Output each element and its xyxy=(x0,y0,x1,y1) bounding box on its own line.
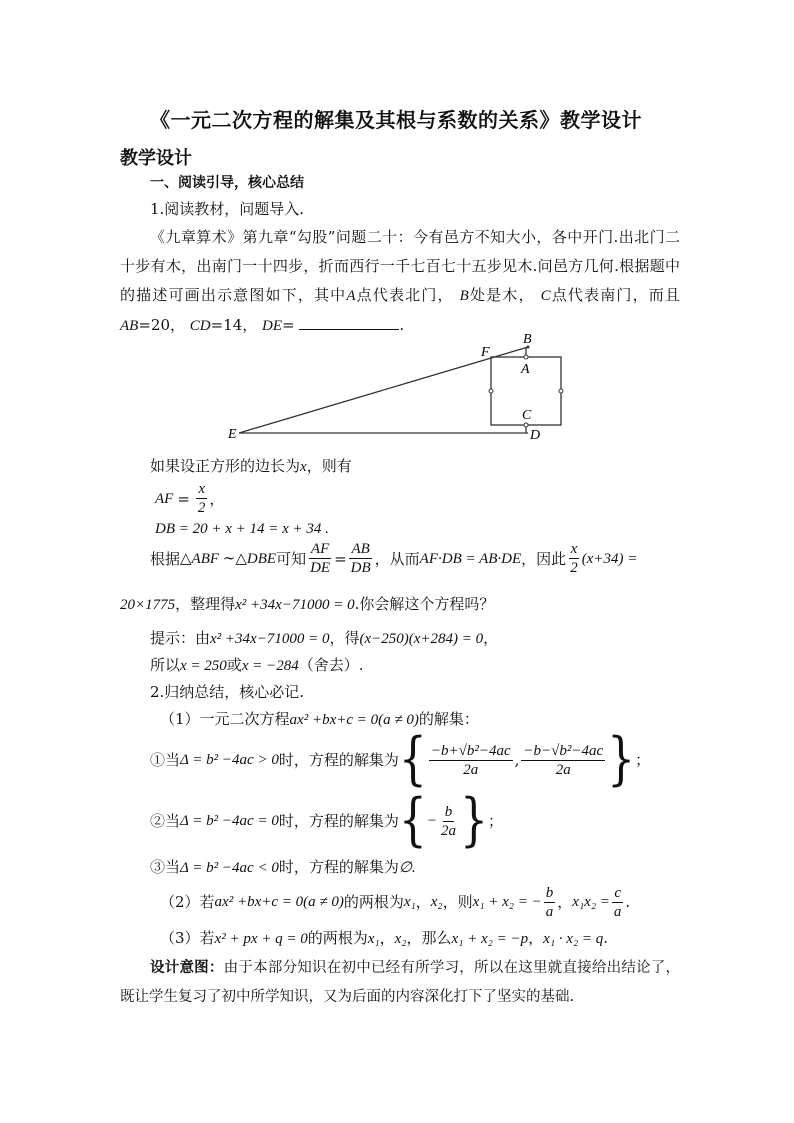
de-eq: = xyxy=(282,316,295,334)
gate-east xyxy=(559,389,563,393)
label-c: C xyxy=(540,288,551,304)
item-2: 2.归纳总结，核心必记. xyxy=(150,683,305,701)
label-a-diagram: A xyxy=(521,362,530,377)
problem-paragraph xyxy=(120,223,680,341)
cd-label: CD xyxy=(189,318,211,334)
problem-text: 《九章算术》第九章“勾股”问题二十：今有邑方不知大小，各中开门.出北门二十步有木，出南门一十四步，折而西行一千七百七十五步见木.问邑方几何.根据题中的描述可画出示意图如下，其中 xyxy=(120,228,680,304)
hint-line: 提示：由x² +34x−71000 = 0，得(x−250)(x+284) = 0， xyxy=(150,629,499,647)
label-b-diagram: B xyxy=(523,332,532,347)
case-1: ①当 Δ = b² −4ac > 0 时，方程的解集为 { $\frac{\text{−b+√b²−4ac}}{2a}$ , $\frac{\text{−b−√b²−4ac}}{2a}$ } ； xyxy=(150,726,651,793)
label-c-diagram: C xyxy=(522,408,532,423)
section-heading: 教学设计 xyxy=(120,148,192,169)
label-a: A xyxy=(346,288,356,304)
label-f-diagram: F xyxy=(481,345,490,360)
line-side: 如果设正方形的边长为x，则有 xyxy=(150,457,352,475)
solution-line: 所以x = 250或x = −284（舍去）. xyxy=(150,656,364,674)
sub-3: （3）若x² + px + q = 0的两根为x₁，x₂，那么x₁ + x₂ = −p，x₁ · x₂ = q. xyxy=(160,929,609,947)
db-expression: DB = 20 + x + 14 = x + 34 . xyxy=(155,521,329,537)
sub-2: （2）若 ax² +bx+c = 0(a ≠ 0) 的两根为 x₁ ， x₂ ，则 x₁ + x₂ = − $\frac{b}{a}$ ， x₁x₂ = $\frac{c}{a}$ . xyxy=(160,884,631,920)
point-c xyxy=(524,423,528,427)
problem-text-3: 处是木， xyxy=(468,286,535,304)
design-label: 设计意图： xyxy=(150,959,224,976)
cd-value: =14， xyxy=(210,316,258,334)
brace-right: } xyxy=(607,726,636,793)
de-label: DE xyxy=(262,318,283,334)
sub-1: （1）一元二次方程ax² +bx+c = 0(a ≠ 0)的解集： xyxy=(160,710,479,728)
item-1: 1.阅读教材，问题导入. xyxy=(150,200,305,218)
label-d-diagram: D xyxy=(530,428,541,443)
similar-triangles-line: 根据 △ABF ∼△DBE 可知 $\frac{AF}{DE}$ = $\frac{AB}{DB}$ ，从而 AF·DB = AB·DE ，因此 $\frac{x}{2}$ (x+34) = xyxy=(150,541,638,576)
af-expression: AF = $\frac{x}{2}$ ， xyxy=(155,481,225,516)
gate-west xyxy=(489,389,493,393)
label-b: B xyxy=(459,288,469,304)
case-2: ②当 Δ = b² −4ac = 0 时，方程的解集为 { − $\frac{b}{2a}$ } ； xyxy=(150,787,503,854)
problem-text-4: 点代表南门，而且 xyxy=(550,286,680,304)
case-3: ③当Δ = b² −4ac < 0时，方程的解集为∅. xyxy=(150,858,416,876)
design-text: 由于本部分知识在初中已经有所学习，所以在这里就直接给出结论了，既让学生复习了初中所学知识，又为后面的内容深化打下了坚实的基础. xyxy=(120,960,681,1005)
equation-line: 20×1775，整理得x² +34x−71000 = 0.你会解这个方程吗？ xyxy=(120,595,495,613)
ab-value: =20， xyxy=(138,316,185,334)
brace-left: { xyxy=(398,726,427,793)
brace-right-2: } xyxy=(459,787,488,854)
problem-text-2: 点代表北门， xyxy=(355,286,454,304)
brace-left-2: { xyxy=(398,787,427,854)
subsection-heading: 一、阅读引导，核心总结 xyxy=(150,175,304,191)
design-intent xyxy=(120,953,680,1012)
document-title: 《一元二次方程的解集及其根与系数的关系》教学设计 xyxy=(150,108,642,132)
label-e-diagram: E xyxy=(228,427,237,442)
point-a xyxy=(524,355,528,359)
end-dot: . xyxy=(399,316,405,334)
ab-label: AB xyxy=(120,318,139,334)
geometry-diagram xyxy=(225,328,575,446)
